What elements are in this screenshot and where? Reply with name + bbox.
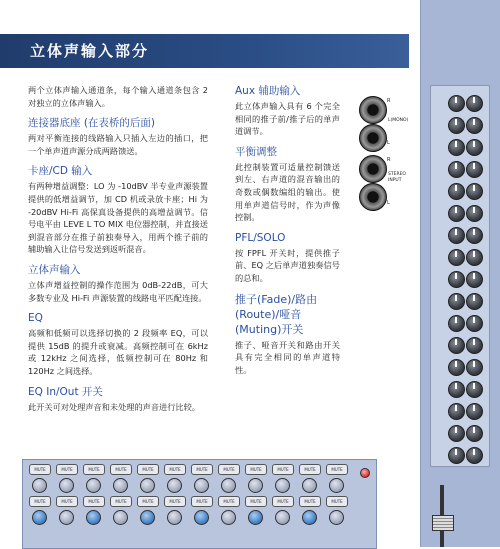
mute-button[interactable]: MUTE [245, 496, 267, 507]
mute-button[interactable]: MUTE [326, 496, 348, 507]
mute-button[interactable]: MUTE [299, 464, 321, 475]
rotary-knob-icon[interactable] [466, 359, 483, 376]
mixer-knob-icon[interactable] [140, 478, 155, 493]
jack-label: R [387, 98, 391, 104]
section-heading: 立体声输入 [28, 263, 81, 276]
mixer-knob-icon[interactable] [59, 510, 74, 525]
mute-button[interactable]: MUTE [29, 496, 51, 507]
section-heading: 连接器底座 (在表桥的后面) [28, 117, 156, 130]
left-column [28, 84, 208, 420]
mute-button[interactable]: MUTE [29, 464, 51, 475]
section-heading: Aux 辅助输入 [235, 85, 301, 97]
mixer-knob-icon[interactable] [32, 510, 47, 525]
rotary-knob-icon[interactable] [466, 271, 483, 288]
rotary-knob-icon[interactable] [448, 425, 465, 442]
mixer-knob-icon[interactable] [194, 510, 209, 525]
rotary-knob-icon[interactable] [466, 315, 483, 332]
mixer-knob-icon[interactable] [86, 478, 101, 493]
section-connector [28, 116, 208, 157]
rotary-knob-icon[interactable] [466, 447, 483, 464]
section-eq-in-out [28, 385, 208, 414]
rotary-knob-icon[interactable] [466, 337, 483, 354]
rotary-knob-icon[interactable] [448, 293, 465, 310]
mixer-knob-icon[interactable] [329, 478, 344, 493]
mixer-knob-icon[interactable] [275, 510, 290, 525]
section-body: 两对平衡连接的线路输入只插入左边的插口，把一个单声道声源分成两路馈送。 [28, 133, 208, 156]
right-column [235, 84, 340, 383]
section-body: 推子、哑音开关和路由开关具有完全相同的单声道特性。 [235, 339, 340, 375]
jack-upper-r [359, 96, 387, 124]
section-body: 此开关可对处理声音和未处理的声音进行比较。 [28, 401, 200, 412]
mixer-knob-icon[interactable] [248, 478, 263, 493]
section-heading: EQ In/Out 开关 [28, 385, 103, 398]
mixer-knob-icon[interactable] [302, 510, 317, 525]
rotary-knob-icon[interactable] [448, 161, 465, 178]
mute-button[interactable]: MUTE [218, 496, 240, 507]
mute-button[interactable]: MUTE [191, 464, 213, 475]
section-body: 高频和低频可以选择切换的 2 段频率 EQ，可以提供 15dB 的提升或衰减。高频控制可在 6kHz 或 12kHz 之间选择，低频控制可在 80Hz 和 120Hz 之间选择。 [28, 328, 208, 376]
jack-label: L(MONO) [388, 118, 409, 123]
mute-button[interactable]: MUTE [83, 464, 105, 475]
jack-label: STEREO [388, 172, 406, 177]
section-heading: EQ [28, 312, 43, 325]
section-body: 此控制装置可适量控制馈送到左、右声道的混音输出的奇数或偶数编组的输出。使用单声道信号时，作为声像控制。 [235, 161, 340, 223]
mute-button[interactable]: MUTE [164, 464, 186, 475]
mixer-knob-icon[interactable] [275, 478, 290, 493]
rotary-knob-icon[interactable] [448, 139, 465, 156]
section-intro [28, 84, 208, 109]
mixer-knob-icon[interactable] [221, 478, 236, 493]
rotary-knob-icon[interactable] [466, 403, 483, 420]
section-heading: 平衡调整 [235, 145, 277, 158]
mixer-knob-icon[interactable] [59, 478, 74, 493]
mute-button[interactable]: MUTE [137, 464, 159, 475]
mixer-panel-image [22, 459, 377, 549]
section-aux [235, 84, 340, 138]
rotary-knob-icon[interactable] [466, 183, 483, 200]
mute-button[interactable]: MUTE [245, 464, 267, 475]
mute-button[interactable]: MUTE [272, 464, 294, 475]
rotary-knob-icon[interactable] [466, 161, 483, 178]
section-eq [28, 311, 208, 377]
mute-button[interactable]: MUTE [83, 496, 105, 507]
mixer-knob-icon[interactable] [194, 478, 209, 493]
rotary-knob-icon[interactable] [448, 183, 465, 200]
mute-button[interactable]: MUTE [110, 464, 132, 475]
rotary-knob-icon[interactable] [448, 205, 465, 222]
mute-button[interactable]: MUTE [299, 496, 321, 507]
section-stereo-input [28, 263, 208, 304]
rotary-knob-icon[interactable] [448, 271, 465, 288]
mixer-knob-icon[interactable] [113, 510, 128, 525]
mute-button[interactable]: MUTE [137, 496, 159, 507]
section-header-bar [0, 34, 409, 68]
rotary-knob-icon[interactable] [448, 227, 465, 244]
rotary-knob-icon[interactable] [466, 95, 483, 112]
rotary-knob-icon[interactable] [466, 139, 483, 156]
rotary-knob-icon[interactable] [448, 403, 465, 420]
section-body: 两个立体声输入通道条，每个输入通道条包含 2 对独立的立体声输入。 [28, 85, 208, 108]
rotary-knob-icon[interactable] [448, 249, 465, 266]
rotary-knob-icon[interactable] [448, 95, 465, 112]
mixer-knob-icon[interactable] [329, 510, 344, 525]
indicator-led-icon [360, 468, 370, 478]
section-heading: PFL/SOLO [235, 231, 286, 244]
section-card-cd [28, 164, 208, 256]
mixer-knob-icon[interactable] [32, 478, 47, 493]
mute-button[interactable]: MUTE [326, 464, 348, 475]
section-body: 此立体声输入具有 6 个完全相同的推子前/推子后的单声道调节。 [235, 101, 340, 137]
section-body: 立体声增益控制的操作范围为 0dB-22dB，可大多数专业及 Hi-Fi 声源装置的线路电平匹配连接。 [28, 279, 208, 303]
rotary-knob-icon[interactable] [448, 447, 465, 464]
section-body: 有两种增益调整：LO 为 -10dBV 半专业声源装置提供的低增益调节，加 CD 机或录放卡座；Hi 为 -20dBV Hi-Fi 高保真设备提供的高增益调节。信号电平由 LEVE L TO MIX 电位器控制，并直接送到混音部分在推子前独奏导入，用两个推子前的辅助输入让信号发送到返听混音。 [28, 181, 208, 255]
rotary-knob-icon[interactable] [448, 117, 465, 134]
rotary-knob-icon[interactable] [448, 381, 465, 398]
fader-cap[interactable] [432, 515, 454, 531]
jack-lower-r [359, 155, 387, 183]
section-body: 按 FPFL 开关时，提供推子前、EQ 之后单声道独奏信号的总和。 [235, 247, 340, 283]
jack-label: R [387, 157, 391, 163]
jack-upper-l [359, 124, 387, 152]
mute-button[interactable]: MUTE [56, 464, 78, 475]
rotary-knob-icon[interactable] [466, 293, 483, 310]
mute-button[interactable]: MUTE [164, 496, 186, 507]
mixer-knob-icon[interactable] [302, 478, 317, 493]
rotary-knob-icon[interactable] [448, 315, 465, 332]
mixer-knob-icon[interactable] [248, 510, 263, 525]
mixer-knob-icon[interactable] [86, 510, 101, 525]
mixer-knob-icon[interactable] [167, 478, 182, 493]
rotary-knob-icon[interactable] [466, 381, 483, 398]
section-pfl-solo [235, 231, 340, 285]
mixer-knob-icon[interactable] [113, 478, 128, 493]
rotary-knob-icon[interactable] [466, 249, 483, 266]
jack-label: L [387, 200, 390, 206]
section-balance [235, 145, 340, 224]
mute-button[interactable]: MUTE [218, 464, 240, 475]
rotary-knob-icon[interactable] [466, 425, 483, 442]
jack-label: INPUT [388, 178, 402, 183]
rotary-knob-icon[interactable] [466, 227, 483, 244]
page-title: 立体声输入部分 [30, 42, 150, 60]
jack-label: L [387, 140, 390, 146]
rotary-knob-icon[interactable] [448, 337, 465, 354]
jack-lower-l [359, 183, 387, 211]
mute-button[interactable]: MUTE [191, 496, 213, 507]
rotary-knob-icon[interactable] [466, 205, 483, 222]
mixer-knob-icon[interactable] [221, 510, 236, 525]
rotary-knob-icon[interactable] [448, 359, 465, 376]
section-heading: 推子(Fade)/路由(Route)/哑音(Muting)开关 [235, 292, 318, 336]
section-heading: 卡座/CD 输入 [28, 165, 93, 178]
mute-button[interactable]: MUTE [110, 496, 132, 507]
mute-button[interactable]: MUTE [272, 496, 294, 507]
rotary-knob-icon[interactable] [466, 117, 483, 134]
mute-button[interactable]: MUTE [56, 496, 78, 507]
mixer-knob-icon[interactable] [140, 510, 155, 525]
mixer-knob-icon[interactable] [167, 510, 182, 525]
section-fade-route-mute [235, 292, 340, 377]
